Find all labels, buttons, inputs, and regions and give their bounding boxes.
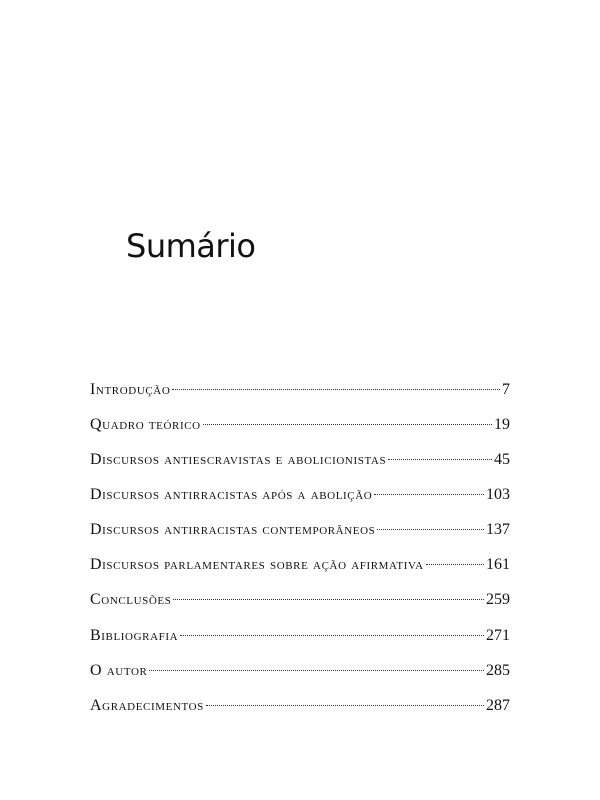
toc-entry-quadro-teorico[interactable] [90,416,510,440]
toc-entry-label: Discursos parlamentares sobre ação afirmativa [90,556,424,573]
toc-entry-label: Bibliografia [90,627,179,644]
dot-leader [180,635,484,636]
toc-entry-bibliografia[interactable] [90,627,510,651]
toc-entry-label: O autor [90,662,148,679]
dot-leader [374,494,484,495]
toc-entry-agradecimentos[interactable] [90,697,510,721]
toc-entry-label: Discursos antirracistas após a abolição [90,486,373,503]
dot-leader [377,529,484,530]
toc-entry-page-number: 19 [494,416,510,433]
toc-entry-introducao[interactable] [90,381,510,405]
toc-entry-label: Quadro teórico [90,416,201,433]
dot-leader [149,670,484,671]
dot-leader [206,705,484,706]
toc-entry-label: Discursos antirracistas contemporâneos [90,521,376,538]
toc-entry-o-autor[interactable] [90,662,510,686]
toc-entry-discursos-parlamentares[interactable] [90,556,510,580]
toc-entry-page-number: 161 [486,556,510,573]
toc-entry-page-number: 271 [486,627,510,644]
toc-entry-discursos-apos-abolicao[interactable] [90,486,510,510]
toc-entry-label: Introdução [90,381,171,398]
toc-entry-page-number: 45 [494,451,510,468]
table-of-contents [90,381,510,732]
toc-entry-page-number: 7 [502,381,510,398]
page-title: Sumário [126,227,256,265]
toc-entry-page-number: 287 [486,697,510,714]
dot-leader [172,389,500,390]
dot-leader [203,424,492,425]
dot-leader [426,564,484,565]
toc-entry-page-number: 259 [486,591,510,608]
dot-leader [388,459,492,460]
dot-leader [173,599,484,600]
toc-entry-page-number: 137 [486,521,510,538]
toc-entry-label: Agradecimentos [90,697,204,714]
toc-entry-label: Conclusões [90,591,172,608]
toc-entry-page-number: 285 [486,662,510,679]
toc-entry-page-number: 103 [486,486,510,503]
toc-entry-discursos-contemporaneos[interactable] [90,521,510,545]
toc-entry-conclusoes[interactable] [90,591,510,615]
toc-entry-label: Discursos antiescravistas e abolicionistas [90,451,387,468]
toc-entry-discursos-antiescravistas[interactable] [90,451,510,475]
